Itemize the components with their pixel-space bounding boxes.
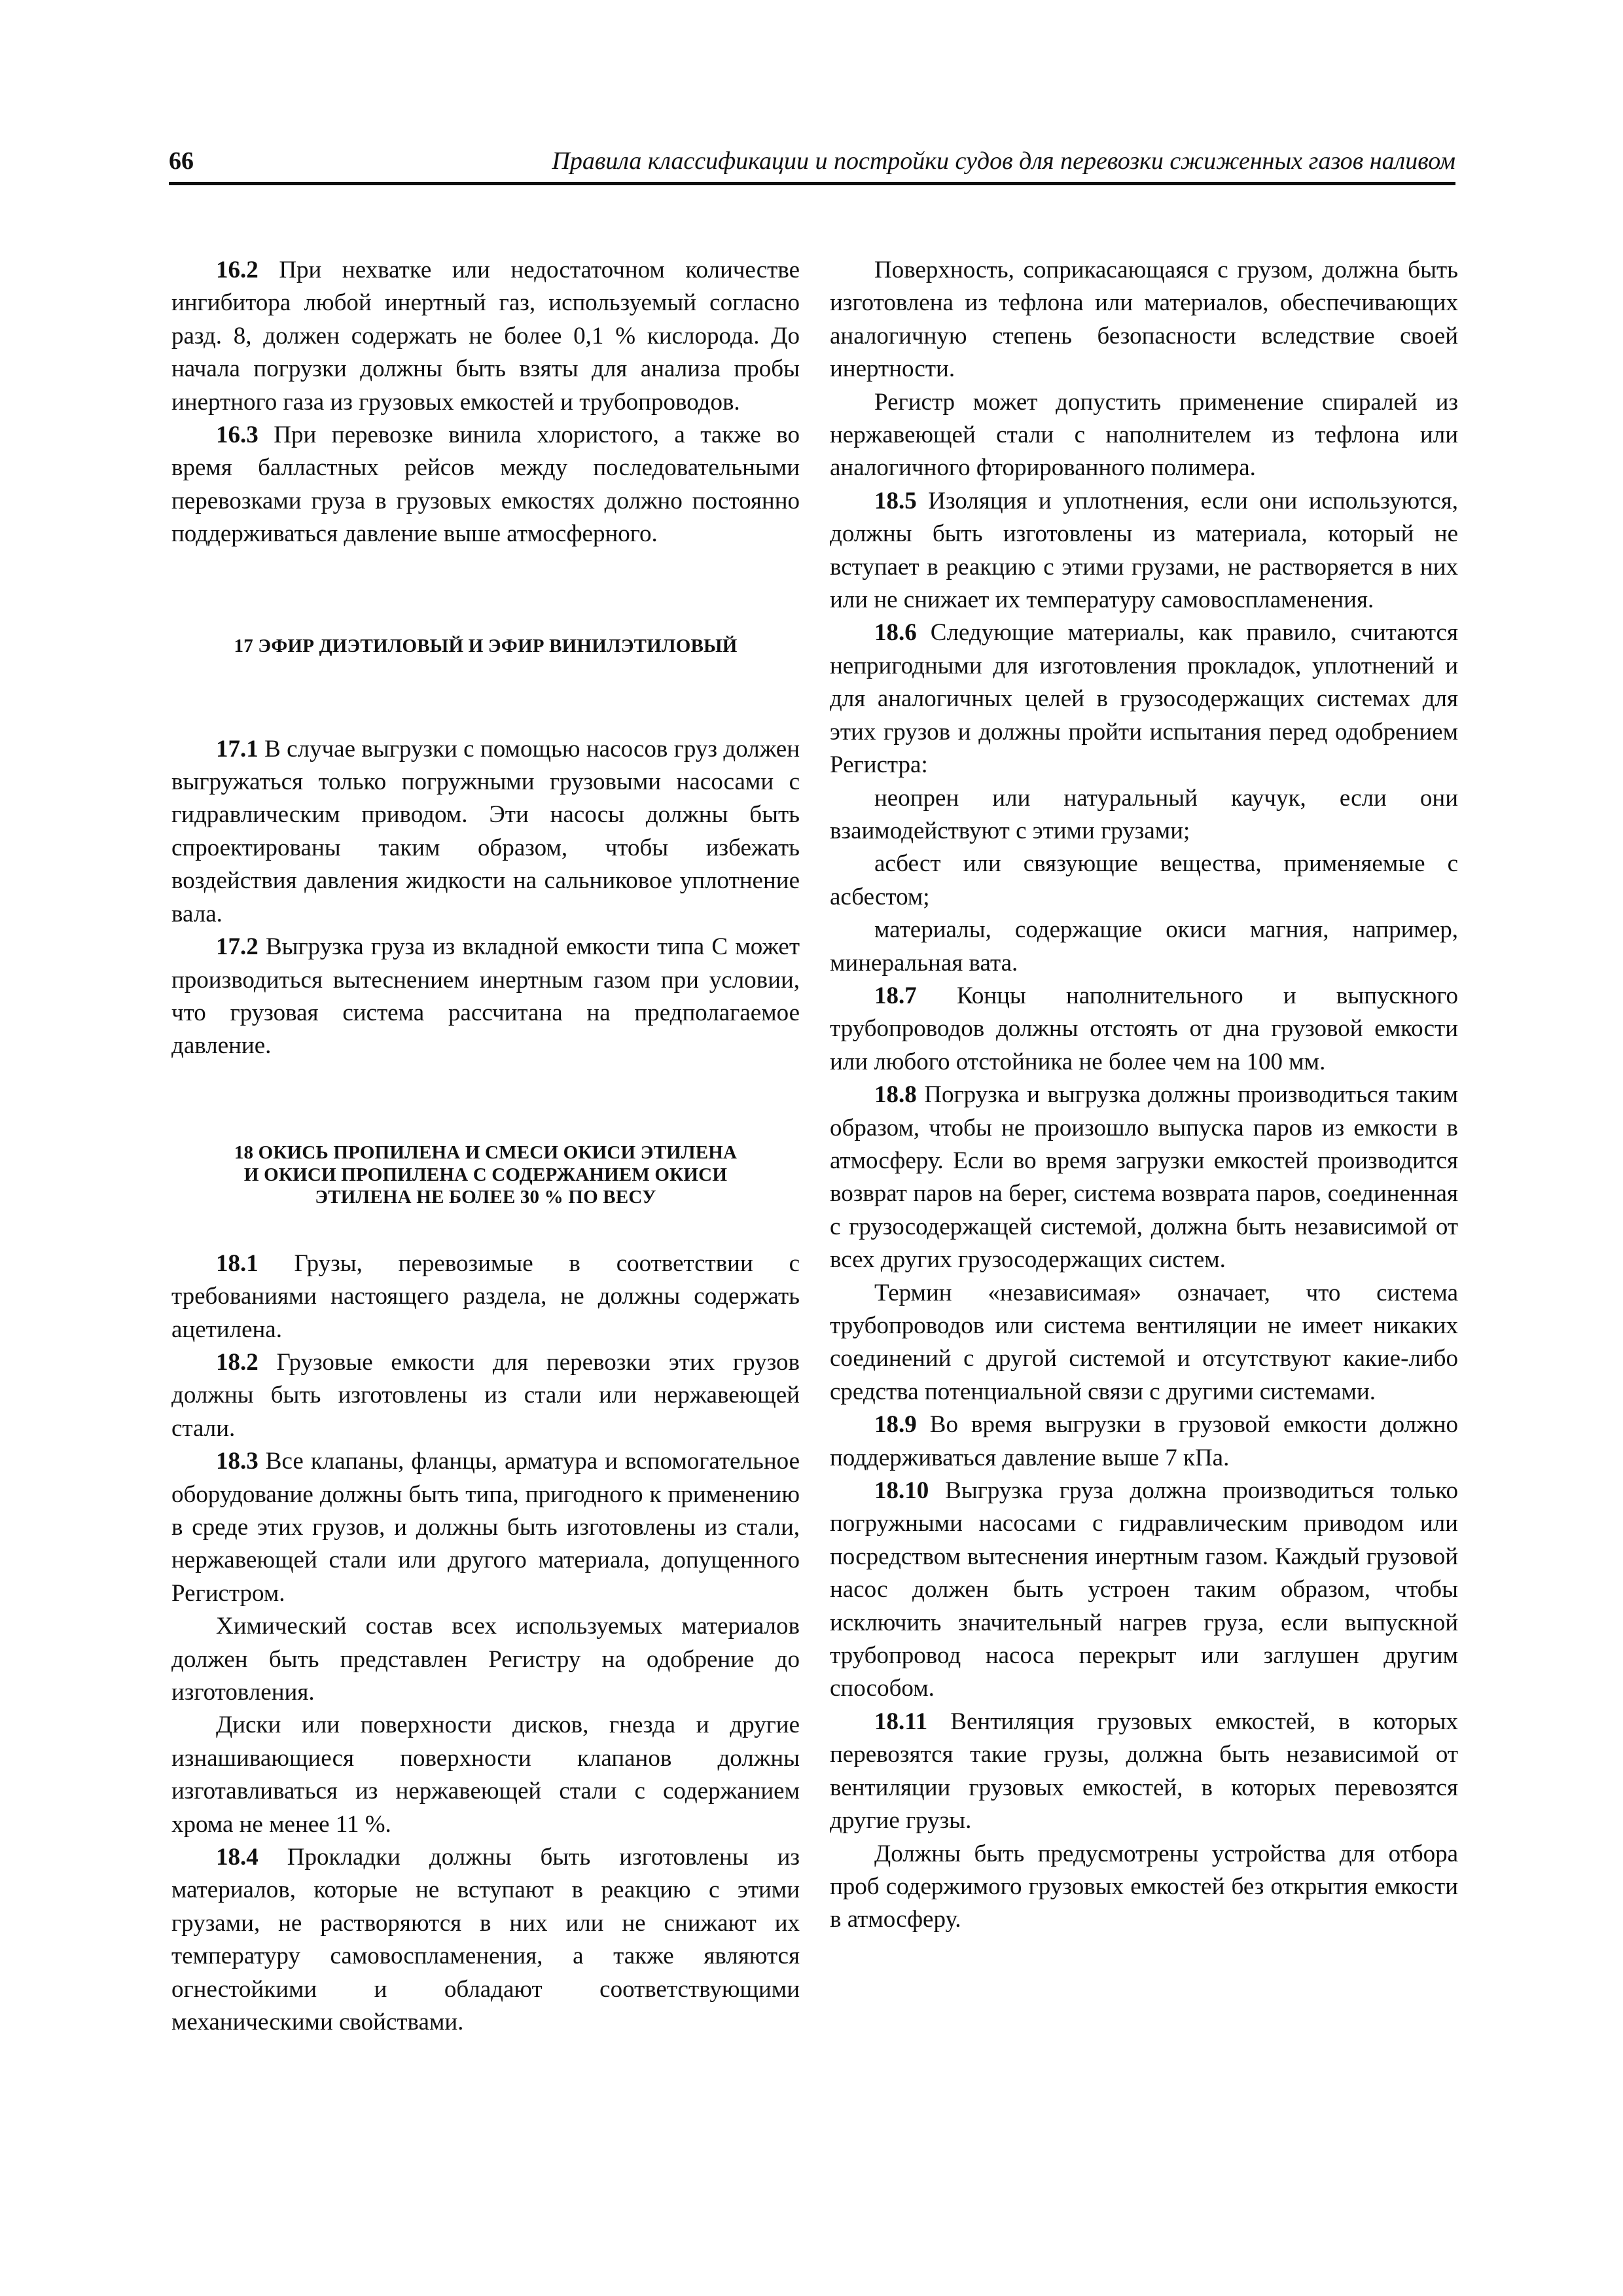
right-column xyxy=(830,254,1458,1937)
page-header xyxy=(169,145,1455,185)
clause-number: 17.1 xyxy=(216,735,259,762)
running-title: Правила классификации и постройки судов для перевозки сжиженных газов наливом xyxy=(552,147,1455,175)
clause-text: Погрузка и выгрузка должны производиться таким образом, чтобы не произошло выпуска паров из емкости в атмосферу. Если во время загрузки емкостей производится возврат паров на берег, система возврата паров, соединенная с грузосодержащей системой, должна быть независимой от всех других грузосодержащих систем. xyxy=(830,1081,1458,1274)
paragraph-17-2 xyxy=(171,931,800,1063)
clause-text: Следующие материалы, как правило, считаются непригодными для изготовления прокладок, уплотнений и для аналогичных целей в грузосодержащих системах для этих грузов и должны пройти испытания перед одобрением Регистра: xyxy=(830,619,1458,779)
list-item-magnesium: материалы, содержащие окиси магния, например, минеральная вата. xyxy=(830,916,1458,977)
clause-text: Концы наполнительного и выпускного трубопроводов должны отстоять от дна грузовой емкости или любого отстойника не более чем на 100 мм. xyxy=(830,982,1458,1075)
paragraph-spirals: Регистр может допустить применение спиралей из нержавеющей стали с наполнителем из тефлона или аналогичного фторированного полимера. xyxy=(830,388,1458,482)
paragraph-18-8 xyxy=(830,1079,1458,1276)
clause-number: 18.11 xyxy=(874,1708,928,1735)
clause-number: 18.2 xyxy=(216,1348,259,1376)
clause-text: Выгрузка груза из вкладной емкости типа С может производиться вытеснением инертным газом при условии, что грузовая система рассчитана на предполагаемое давление. xyxy=(171,933,800,1060)
section-18-heading-line: 18 ОКИСЬ ПРОПИЛЕНА И СМЕСИ ОКИСИ ЭТИЛЕНА xyxy=(234,1141,738,1163)
paragraph-18-9 xyxy=(830,1408,1458,1475)
paragraph-18-3 xyxy=(171,1445,800,1610)
paragraph-sampling: Должны быть предусмотрены устройства для отбора проб содержимого грузовых емкостей без открытия емкости в атмосферу. xyxy=(830,1840,1458,1933)
paragraph-17-1 xyxy=(171,733,800,931)
clause-number: 16.2 xyxy=(216,257,259,283)
clause-text: Грузовые емкости для перевозки этих грузов должны быть изготовлены из стали или нержавеющей стали. xyxy=(171,1348,800,1442)
page-number: 66 xyxy=(169,147,194,175)
clause-number: 18.9 xyxy=(874,1411,917,1439)
left-column xyxy=(171,254,800,2039)
clause-text: Вентиляция грузовых емкостей, в которых перевозятся такие грузы, должна быть независимой от вентиляции грузовых емкостей, в которых перевозятся другие грузы. xyxy=(830,1708,1458,1835)
clause-text: Во время выгрузки в грузовой емкости должно поддерживаться давление выше 7 кПа. xyxy=(830,1411,1458,1471)
clause-number: 18.10 xyxy=(874,1477,929,1505)
paragraph-18-2 xyxy=(171,1346,800,1445)
paragraph-18-1 xyxy=(171,1247,800,1346)
list-item-neoprene: неопрен или натуральный каучук, если они взаимодействуют с этими грузами; xyxy=(830,784,1458,844)
paragraph-18-7 xyxy=(830,980,1458,1079)
clause-number: 18.3 xyxy=(216,1448,259,1475)
paragraph-18-3-discs: Диски или поверхности дисков, гнезда и другие изнашивающиеся поверхности клапанов должны изготавливаться из нержавеющей стали с содержанием хрома не менее 11 %. xyxy=(171,1712,800,1838)
paragraph-18-3-materials: Химический состав всех используемых материалов должен быть представлен Регистру на одобрение до изготовления. xyxy=(171,1613,800,1706)
clause-number: 18.7 xyxy=(874,982,917,1009)
section-18-heading-line: ЭТИЛЕНА НЕ БОЛЕЕ 30 % ПО ВЕСУ xyxy=(315,1186,656,1208)
section-18-heading xyxy=(171,1141,800,1208)
clause-text: Все клапаны, фланцы, арматура и вспомогательное оборудование должны быть типа, пригодного к применению в среде этих грузов, и должны быть изготовлены из стали, нержавеющей стали или другого материала, допущенного Регистром. xyxy=(171,1448,800,1607)
clause-number: 18.5 xyxy=(874,487,917,514)
clause-text: Прокладки должны быть изготовлены из материалов, которые не вступают в реакцию с этими грузами, не растворяются в них или не снижают их температуру самовоспламенения, а также являются огнестойкими и обладают соответствующими механическими свойствами. xyxy=(171,1844,800,2036)
clause-number: 18.4 xyxy=(216,1844,259,1871)
paragraph-18-5 xyxy=(830,485,1458,617)
paragraph-18-8-definition: Термин «независимая» означает, что система трубопроводов или система вентиляции не имеет никаких соединений с другой системой и отсутствуют какие-либо средства потенциальной связи с другими системами. xyxy=(830,1279,1458,1405)
paragraph-16-3 xyxy=(171,419,800,551)
paragraph-18-11 xyxy=(830,1706,1458,1838)
clause-number: 18.8 xyxy=(874,1081,917,1109)
paragraph-contact-surface: Поверхность, соприкасающаяся с грузом, должна быть изготовлена из тефлона или материалов, обеспечивающих аналогичную степень безопасности вследствие своей инертности. xyxy=(830,257,1458,383)
clause-text: При нехватке или недостаточном количестве ингибитора любой инертный газ, используемый согласно разд. 8, должен содержать не более 0,1 % кислорода. До начала погрузки должны быть взяты для анализа пробы инертного газа из грузовых емкостей и трубопроводов. xyxy=(171,257,800,416)
paragraph-18-10 xyxy=(830,1475,1458,1706)
list-item-asbestos: асбест или связующие вещества, применяемые с асбестом; xyxy=(830,850,1458,910)
clause-text: Изоляция и уплотнения, если они используются, должны быть изготовлены из материала, который не вступает в реакцию с этими грузами, не растворяется в них или не снижает их температуру самовоспламенения. xyxy=(830,487,1458,614)
section-18-heading-line: И ОКИСИ ПРОПИЛЕНА С СОДЕРЖАНИЕМ ОКИСИ xyxy=(243,1164,728,1185)
clause-text: Выгрузка груза должна производиться только погружными насосами с гидравлическим приводом или посредством вытеснения инертным газом. Каждый грузовой насос должен быть устроен таким образом, чтобы исключить значительный нагрев груза, если выпускной трубопровод насоса перекрыт или заглушен другим способом. xyxy=(830,1477,1458,1702)
clause-number: 17.2 xyxy=(216,933,259,961)
clause-text: В случае выгрузки с помощью насосов груз должен выгружаться только погружными грузовыми насосами с гидравлическим приводом. Эти насосы должны быть спроектированы таким образом, чтобы избежать воздействия давления жидкости на сальниковое уплотнение вала. xyxy=(171,735,800,927)
paragraph-16-2 xyxy=(171,254,800,419)
clause-number: 18.6 xyxy=(874,619,917,647)
paragraph-18-6 xyxy=(830,617,1458,781)
clause-number: 16.3 xyxy=(216,422,259,449)
paragraph-18-4 xyxy=(171,1841,800,2039)
clause-text: При перевозке винила хлористого, а также во время балластных рейсов между последовательными перевозками груза в грузовых емкостях должно постоянно поддерживаться давление выше атмосферного. xyxy=(171,422,800,548)
section-17-heading: 17 ЭФИР ДИЭТИЛОВЫЙ И ЭФИР ВИНИЛЭТИЛОВЫЙ xyxy=(234,635,738,656)
clause-text: Грузы, перевозимые в соответствии с требованиями настоящего раздела, не должны содержать ацетилена. xyxy=(171,1249,800,1343)
clause-number: 18.1 xyxy=(216,1249,259,1277)
